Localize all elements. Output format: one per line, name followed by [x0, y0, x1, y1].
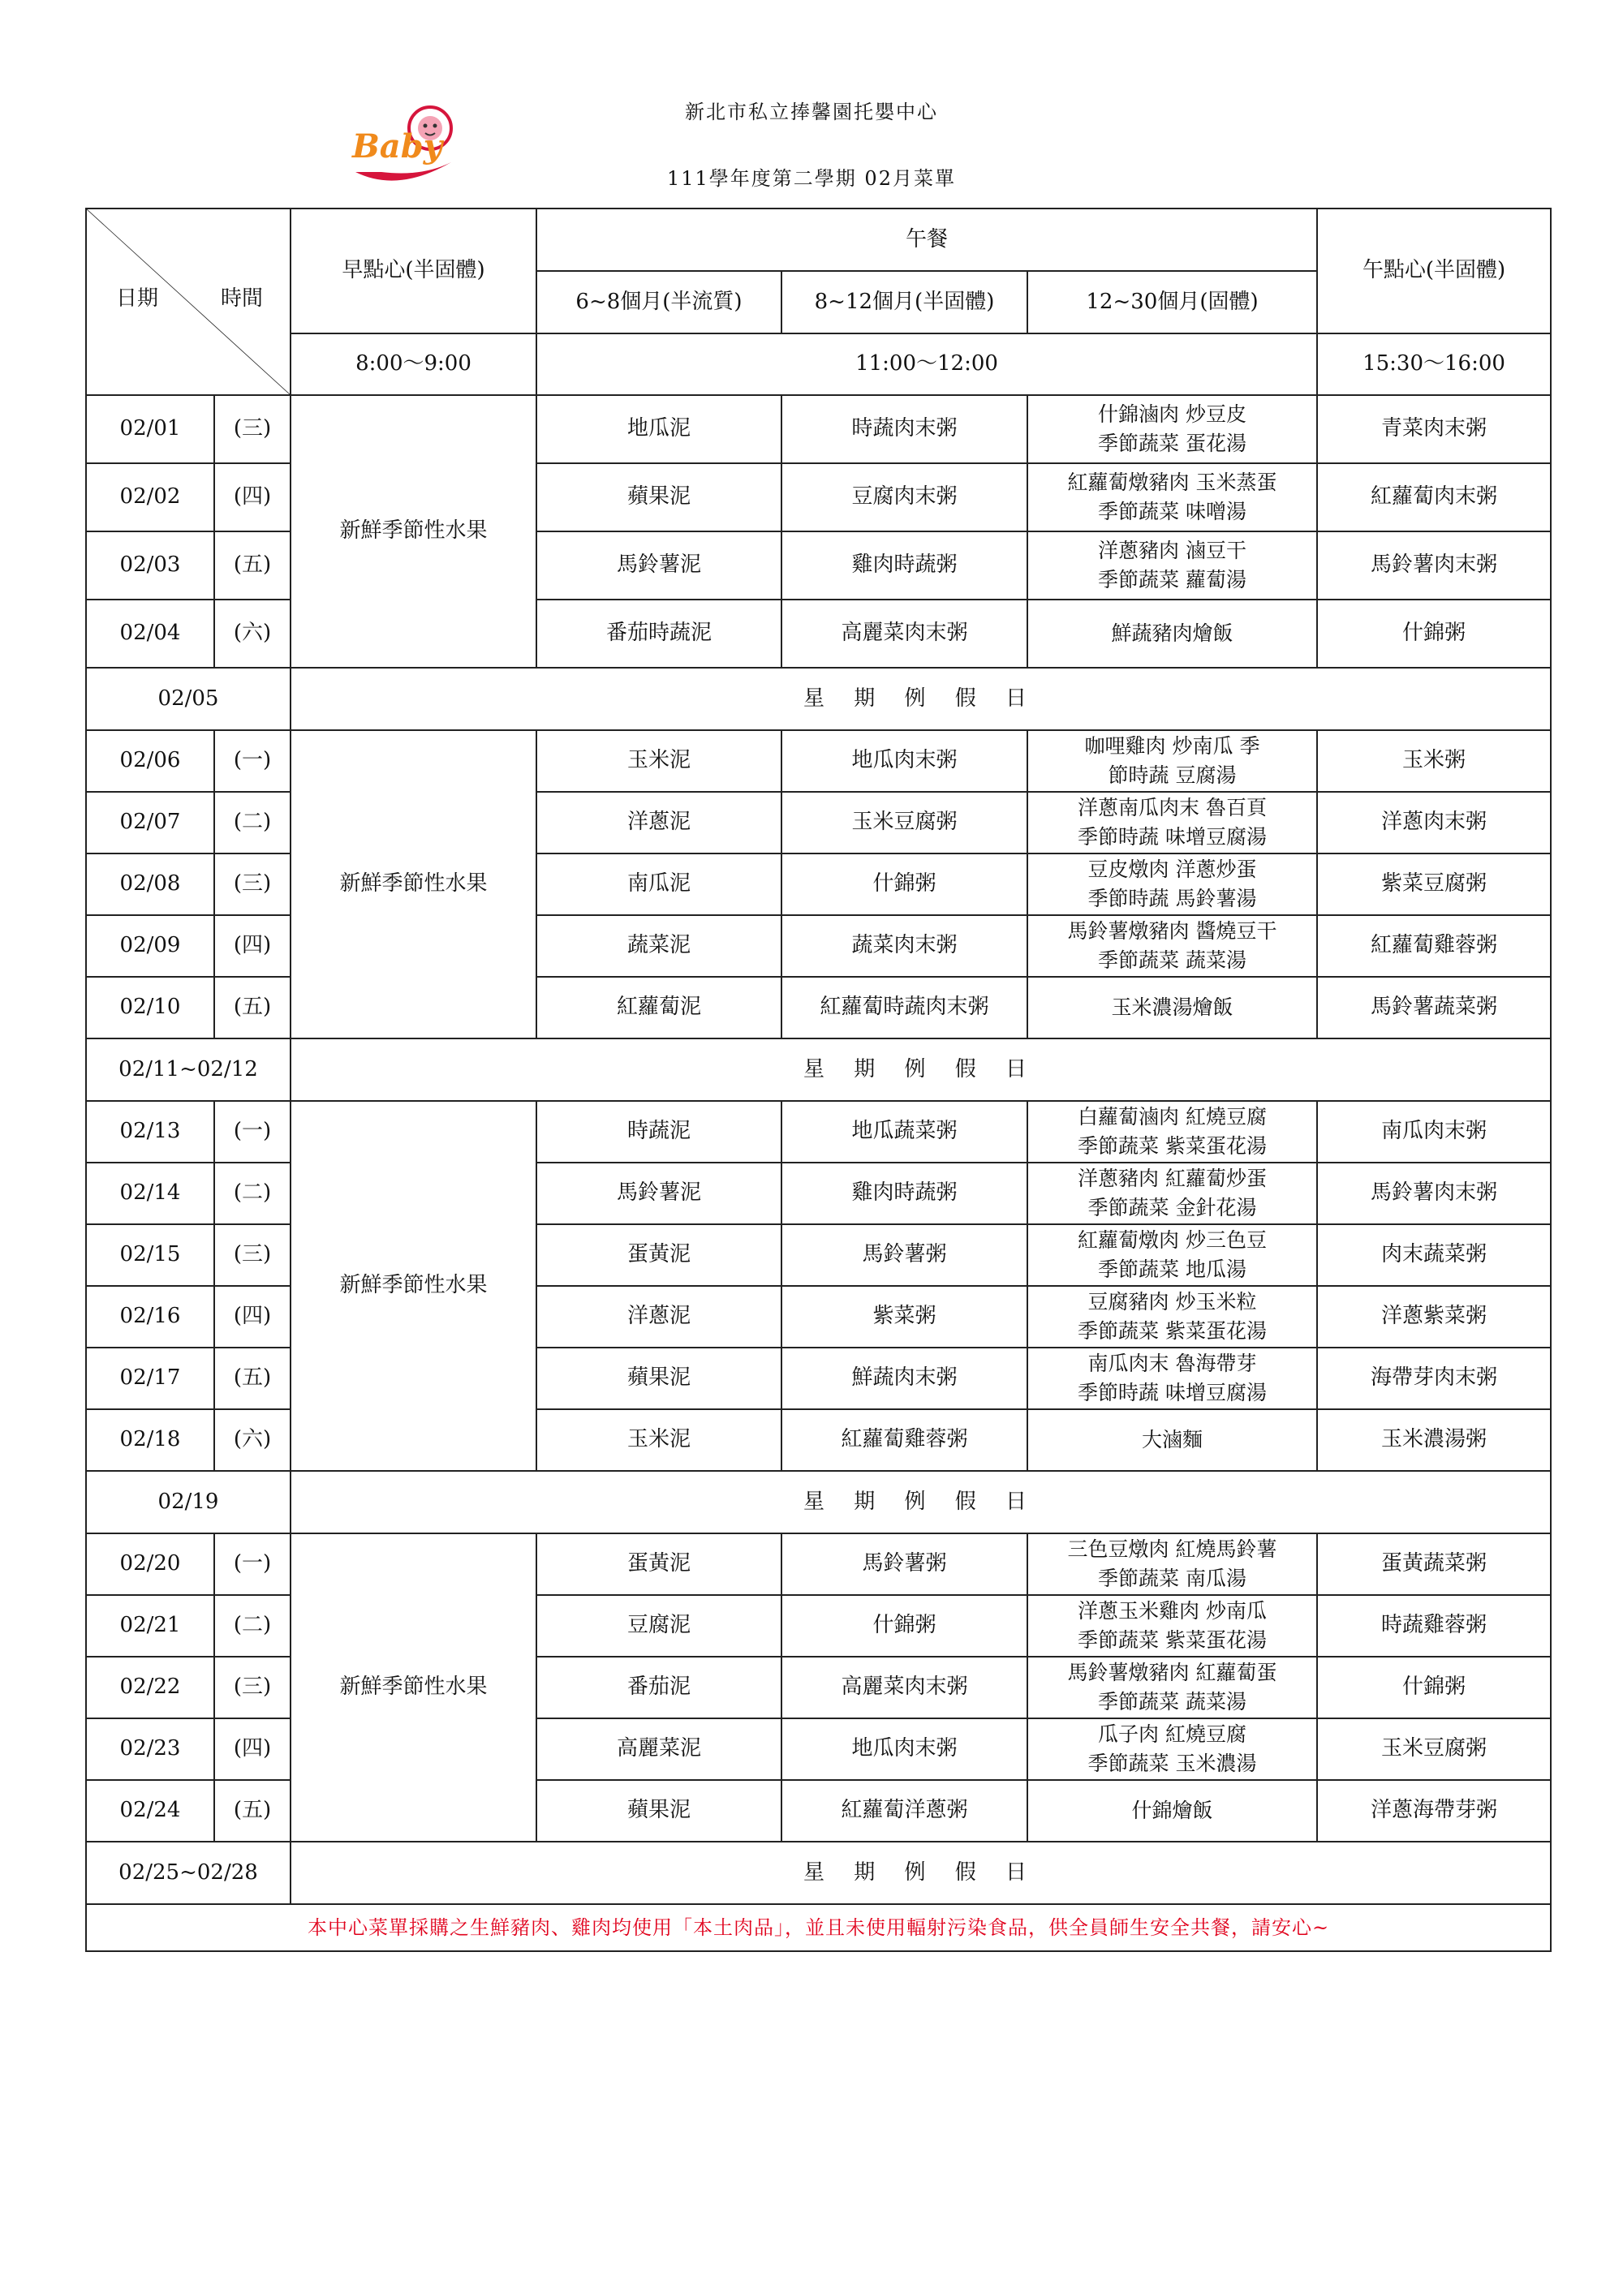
weekday-cell: (一) [214, 1533, 291, 1595]
footer-row [86, 1904, 1551, 1951]
snack-cell: 玉米豆腐粥 [1317, 1718, 1551, 1780]
date-cell: 02/04 [86, 600, 214, 668]
snack-cell: 肉末蔬菜粥 [1317, 1224, 1551, 1286]
weekday-cell: (六) [214, 600, 291, 668]
lunch-6-8-cell: 蘋果泥 [536, 1780, 781, 1842]
date-cell: 02/14 [86, 1163, 214, 1224]
breakfast-fruit-cell: 新鮮季節性水果 [291, 395, 536, 668]
lunch-12-30-line2: 季節時蔬 味增豆腐湯 [1078, 1381, 1267, 1404]
lunch-12-30-line1: 豆皮燉肉 洋蔥炒蛋 [1087, 857, 1257, 881]
logo-text: Baby [352, 127, 442, 166]
lunch-12-30-cell [1027, 1224, 1317, 1286]
time-label: 時間 [221, 286, 264, 312]
lunch-6-8-header: 6~8個月(半流質) [536, 271, 781, 333]
lunch-12-30-cell [1027, 463, 1317, 531]
date-cell: 02/10 [86, 977, 214, 1038]
lunch-12-30-line1: 洋蔥玉米雞肉 炒南瓜 [1078, 1598, 1267, 1623]
weekday-cell: (五) [214, 1348, 291, 1409]
weekday-cell: (五) [214, 1780, 291, 1842]
snack-cell: 南瓜肉末粥 [1317, 1101, 1551, 1163]
lunch-time: 11:00～12:00 [536, 333, 1317, 395]
lunch-12-30-cell [1027, 915, 1317, 977]
lunch-8-12-cell: 鮮蔬肉末粥 [781, 1348, 1027, 1409]
lunch-8-12-cell: 紅蘿蔔時蔬肉末粥 [781, 977, 1027, 1038]
lunch-12-30-cell [1027, 1718, 1317, 1780]
lunch-6-8-cell: 番茄泥 [536, 1657, 781, 1718]
lunch-12-30-line1: 白蘿蔔滷肉 紅燒豆腐 [1078, 1104, 1267, 1129]
weekday-cell: (一) [214, 1101, 291, 1163]
lunch-6-8-cell: 洋蔥泥 [536, 792, 781, 853]
lunch-header: 午餐 [536, 209, 1317, 271]
lunch-6-8-cell: 紅蘿蔔泥 [536, 977, 781, 1038]
date-cell: 02/24 [86, 1780, 214, 1842]
lunch-12-30-cell [1027, 1101, 1317, 1163]
lunch-8-12-cell: 什錦粥 [781, 853, 1027, 915]
weekday-cell: (三) [214, 395, 291, 463]
breakfast-fruit-cell: 新鮮季節性水果 [291, 730, 536, 1038]
lunch-12-30-cell [1027, 1163, 1317, 1224]
weekday-cell: (三) [214, 1224, 291, 1286]
breakfast-fruit-cell: 新鮮季節性水果 [291, 1533, 536, 1842]
lunch-6-8-cell: 地瓜泥 [536, 395, 781, 463]
lunch-12-30-line1: 三色豆燉肉 紅燒馬鈴薯 [1067, 1537, 1277, 1561]
date-cell: 02/21 [86, 1595, 214, 1657]
lunch-12-30-line2: 季節蔬菜 金針花湯 [1087, 1196, 1257, 1219]
snack-cell: 什錦粥 [1317, 1657, 1551, 1718]
corner-cell [86, 209, 291, 395]
lunch-12-30-header: 12~30個月(固體) [1027, 271, 1317, 333]
lunch-12-30-line1: 洋蔥豬肉 紅蘿蔔炒蛋 [1078, 1166, 1267, 1190]
lunch-8-12-cell: 玉米豆腐粥 [781, 792, 1027, 853]
holiday-date-cell: 02/25~02/28 [86, 1842, 291, 1904]
lunch-12-30-line2: 季節蔬菜 蘿蔔湯 [1098, 568, 1246, 591]
date-cell: 02/16 [86, 1286, 214, 1348]
lunch-12-30-line2: 季節蔬菜 紫菜蛋花湯 [1078, 1319, 1267, 1343]
lunch-12-30-cell [1027, 1348, 1317, 1409]
snack-cell: 海帶芽肉末粥 [1317, 1348, 1551, 1409]
org-name: 新北市私立捧馨園托嬰中心 [685, 101, 938, 123]
lunch-12-30-line1: 玉米濃湯燴飯 [1111, 995, 1233, 1019]
lunch-8-12-cell: 馬鈴薯粥 [781, 1224, 1027, 1286]
lunch-12-30-line1: 馬鈴薯燉豬肉 醬燒豆干 [1067, 918, 1277, 943]
lunch-6-8-cell: 蛋黃泥 [536, 1224, 781, 1286]
lunch-6-8-cell: 蘋果泥 [536, 1348, 781, 1409]
lunch-6-8-cell: 時蔬泥 [536, 1101, 781, 1163]
date-label: 日期 [116, 286, 159, 312]
lunch-6-8-cell: 蛋黃泥 [536, 1533, 781, 1595]
lunch-12-30-cell [1027, 1409, 1317, 1471]
lunch-8-12-cell: 什錦粥 [781, 1595, 1027, 1657]
lunch-12-30-line2: 季節蔬菜 味噌湯 [1098, 500, 1246, 523]
lunch-12-30-line2: 季節蔬菜 南瓜湯 [1098, 1567, 1246, 1590]
weekday-cell: (四) [214, 915, 291, 977]
lunch-12-30-line2: 季節蔬菜 地瓜湯 [1098, 1258, 1246, 1281]
lunch-12-30-line2: 季節蔬菜 玉米濃湯 [1087, 1752, 1257, 1775]
lunch-8-12-cell: 地瓜肉末粥 [781, 1718, 1027, 1780]
lunch-8-12-cell: 紅蘿蔔洋蔥粥 [781, 1780, 1027, 1842]
lunch-12-30-cell [1027, 853, 1317, 915]
snack-cell: 洋蔥肉末粥 [1317, 792, 1551, 853]
lunch-12-30-line1: 什錦燴飯 [1131, 1798, 1213, 1822]
footer-note: 本中心菜單採購之生鮮豬肉、雞肉均使用「本土肉品」，並且未使用輻射污染食品，供全員師生安全共餐，請安心~ [86, 1904, 1551, 1951]
holiday-date-cell: 02/05 [86, 668, 291, 730]
snack-cell: 馬鈴薯肉末粥 [1317, 1163, 1551, 1224]
lunch-12-30-cell [1027, 792, 1317, 853]
weekday-cell: (四) [214, 1718, 291, 1780]
lunch-6-8-cell: 玉米泥 [536, 1409, 781, 1471]
date-cell: 02/13 [86, 1101, 214, 1163]
table-row [86, 1101, 1551, 1163]
lunch-12-30-line1: 咖哩雞肉 炒南瓜 季 [1084, 733, 1260, 758]
date-cell: 02/01 [86, 395, 214, 463]
date-cell: 02/03 [86, 531, 214, 600]
snack-cell: 紅蘿蔔肉末粥 [1317, 463, 1551, 531]
snack-time: 15:30～16:00 [1317, 333, 1551, 395]
weekday-cell: (二) [214, 792, 291, 853]
date-cell: 02/23 [86, 1718, 214, 1780]
lunch-12-30-line2: 季節蔬菜 蔬菜湯 [1098, 948, 1246, 972]
date-cell: 02/07 [86, 792, 214, 853]
lunch-12-30-line2: 季節蔬菜 蛋花湯 [1098, 432, 1246, 455]
lunch-12-30-line2: 季節蔬菜 蔬菜湯 [1098, 1690, 1246, 1713]
lunch-12-30-line1: 豆腐豬肉 炒玉米粒 [1087, 1289, 1257, 1314]
snack-cell: 時蔬雞蓉粥 [1317, 1595, 1551, 1657]
lunch-6-8-cell: 蔬菜泥 [536, 915, 781, 977]
holiday-row [86, 1038, 1551, 1101]
lunch-8-12-cell: 高麗菜肉末粥 [781, 1657, 1027, 1718]
lunch-12-30-cell [1027, 531, 1317, 600]
snack-cell: 玉米粥 [1317, 730, 1551, 792]
breakfast-header: 早點心(半固體) [291, 209, 536, 333]
lunch-12-30-line1: 紅蘿蔔燉豬肉 玉米蒸蛋 [1067, 470, 1277, 494]
snack-cell: 紅蘿蔔雞蓉粥 [1317, 915, 1551, 977]
date-cell: 02/17 [86, 1348, 214, 1409]
date-cell: 02/20 [86, 1533, 214, 1595]
lunch-8-12-cell: 雞肉時蔬粥 [781, 1163, 1027, 1224]
date-cell: 02/15 [86, 1224, 214, 1286]
lunch-12-30-cell [1027, 1533, 1317, 1595]
lunch-8-12-cell: 馬鈴薯粥 [781, 1533, 1027, 1595]
lunch-12-30-line2: 季節蔬菜 紫菜蛋花湯 [1078, 1628, 1267, 1652]
lunch-12-30-line1: 瓜子肉 紅燒豆腐 [1098, 1722, 1246, 1746]
lunch-12-30-cell [1027, 1780, 1317, 1842]
lunch-6-8-cell: 高麗菜泥 [536, 1718, 781, 1780]
lunch-8-12-cell: 豆腐肉末粥 [781, 463, 1027, 531]
lunch-12-30-cell [1027, 395, 1317, 463]
lunch-8-12-cell: 時蔬肉末粥 [781, 395, 1027, 463]
snack-cell: 蛋黃蔬菜粥 [1317, 1533, 1551, 1595]
date-cell: 02/22 [86, 1657, 214, 1718]
holiday-label-cell: 星 期 例 假 日 [291, 1471, 1551, 1533]
holiday-label-cell: 星 期 例 假 日 [291, 1038, 1551, 1101]
weekday-cell: (四) [214, 1286, 291, 1348]
snack-cell: 洋蔥紫菜粥 [1317, 1286, 1551, 1348]
lunch-6-8-cell: 洋蔥泥 [536, 1286, 781, 1348]
weekday-cell: (三) [214, 1657, 291, 1718]
date-cell: 02/18 [86, 1409, 214, 1471]
lunch-12-30-line1: 紅蘿蔔燉肉 炒三色豆 [1078, 1228, 1267, 1252]
lunch-12-30-line2: 季節時蔬 馬鈴薯湯 [1087, 887, 1257, 910]
lunch-6-8-cell: 豆腐泥 [536, 1595, 781, 1657]
table-row [86, 395, 1551, 463]
lunch-8-12-cell: 紫菜粥 [781, 1286, 1027, 1348]
snack-cell: 馬鈴薯蔬菜粥 [1317, 977, 1551, 1038]
lunch-6-8-cell: 馬鈴薯泥 [536, 1163, 781, 1224]
holiday-row [86, 1842, 1551, 1904]
lunch-12-30-line2: 季節時蔬 味增豆腐湯 [1078, 825, 1267, 849]
weekday-cell: (二) [214, 1163, 291, 1224]
weekday-cell: (四) [214, 463, 291, 531]
lunch-8-12-cell: 紅蘿蔔雞蓉粥 [781, 1409, 1027, 1471]
lunch-12-30-line1: 南瓜肉末 魯海帶芽 [1087, 1351, 1257, 1375]
lunch-12-30-cell [1027, 730, 1317, 792]
lunch-6-8-cell: 玉米泥 [536, 730, 781, 792]
snack-cell: 青菜肉末粥 [1317, 395, 1551, 463]
lunch-12-30-line1: 洋蔥豬肉 滷豆干 [1098, 538, 1246, 562]
holiday-label-cell: 星 期 例 假 日 [291, 668, 1551, 730]
table-row [86, 730, 1551, 792]
lunch-6-8-cell: 南瓜泥 [536, 853, 781, 915]
lunch-12-30-cell [1027, 1657, 1317, 1718]
weekday-cell: (一) [214, 730, 291, 792]
lunch-12-30-cell [1027, 600, 1317, 668]
holiday-label-cell: 星 期 例 假 日 [291, 1842, 1551, 1904]
date-cell: 02/06 [86, 730, 214, 792]
lunch-8-12-cell: 地瓜蔬菜粥 [781, 1101, 1027, 1163]
lunch-12-30-line2: 季節蔬菜 紫菜蛋花湯 [1078, 1134, 1267, 1158]
lunch-6-8-cell: 馬鈴薯泥 [536, 531, 781, 600]
lunch-12-30-line1: 洋蔥南瓜肉末 魯百頁 [1078, 795, 1267, 819]
lunch-8-12-header: 8~12個月(半固體) [781, 271, 1027, 333]
lunch-8-12-cell: 蔬菜肉末粥 [781, 915, 1027, 977]
breakfast-time: 8:00～9:00 [291, 333, 536, 395]
lunch-12-30-line1: 馬鈴薯燉豬肉 紅蘿蔔蛋 [1067, 1660, 1277, 1684]
lunch-6-8-cell: 番茄時蔬泥 [536, 600, 781, 668]
lunch-8-12-cell: 高麗菜肉末粥 [781, 600, 1027, 668]
holiday-row [86, 668, 1551, 730]
breakfast-fruit-cell: 新鮮季節性水果 [291, 1101, 536, 1471]
weekday-cell: (六) [214, 1409, 291, 1471]
lunch-12-30-cell [1027, 977, 1317, 1038]
holiday-date-cell: 02/11~02/12 [86, 1038, 291, 1101]
snack-cell: 什錦粥 [1317, 600, 1551, 668]
lunch-12-30-cell [1027, 1286, 1317, 1348]
snack-header: 午點心(半固體) [1317, 209, 1551, 333]
weekday-cell: (五) [214, 977, 291, 1038]
term-title: 111學年度第二學期 02月菜單 [667, 167, 956, 190]
lunch-6-8-cell: 蘋果泥 [536, 463, 781, 531]
date-cell: 02/09 [86, 915, 214, 977]
lunch-12-30-line1: 大滷麵 [1142, 1427, 1203, 1451]
weekday-cell: (五) [214, 531, 291, 600]
lunch-8-12-cell: 地瓜肉末粥 [781, 730, 1027, 792]
table-row [86, 1533, 1551, 1595]
snack-cell: 玉米濃湯粥 [1317, 1409, 1551, 1471]
snack-cell: 馬鈴薯肉末粥 [1317, 531, 1551, 600]
lunch-12-30-line1: 鮮蔬豬肉燴飯 [1111, 621, 1233, 645]
lunch-8-12-cell: 雞肉時蔬粥 [781, 531, 1027, 600]
date-cell: 02/02 [86, 463, 214, 531]
holiday-row [86, 1471, 1551, 1533]
menu-table [85, 208, 1552, 1952]
holiday-date-cell: 02/19 [86, 1471, 291, 1533]
date-cell: 02/08 [86, 853, 214, 915]
weekday-cell: (三) [214, 853, 291, 915]
lunch-12-30-line2: 節時蔬 豆腐湯 [1108, 763, 1237, 787]
lunch-12-30-cell [1027, 1595, 1317, 1657]
snack-cell: 紫菜豆腐粥 [1317, 853, 1551, 915]
snack-cell: 洋蔥海帶芽粥 [1317, 1780, 1551, 1842]
weekday-cell: (二) [214, 1595, 291, 1657]
lunch-12-30-line1: 什錦滷肉 炒豆皮 [1098, 402, 1246, 426]
